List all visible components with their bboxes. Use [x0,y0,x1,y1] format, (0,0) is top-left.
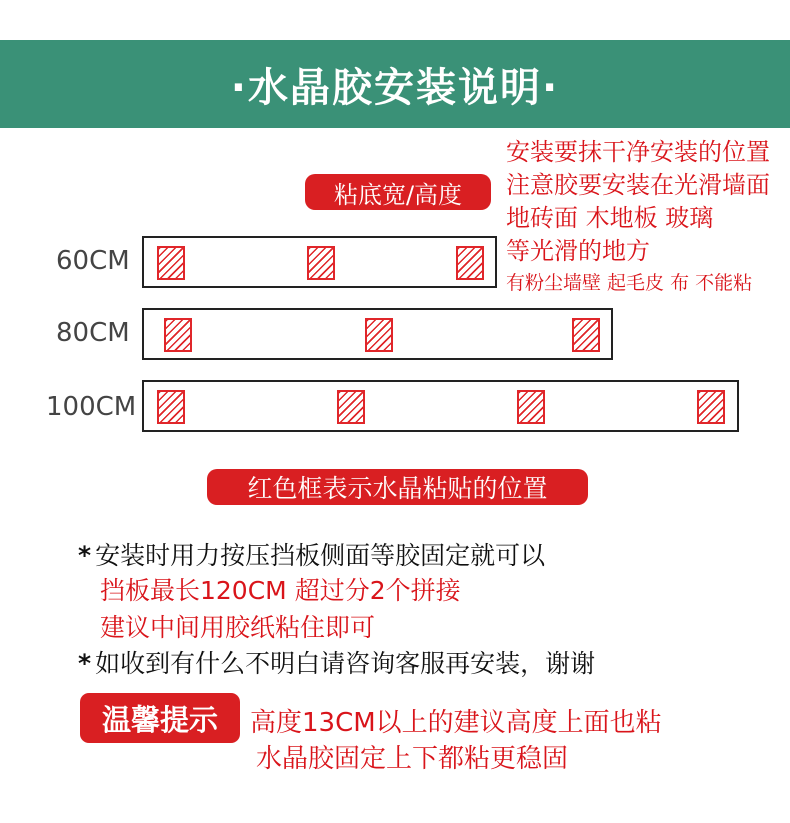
requirement-line: 有粉尘墙壁 起毛皮 布 不能粘 [506,272,753,294]
baseboard-60cm [142,236,497,288]
requirement-line: 等光滑的地方 [506,237,650,265]
row-label-60cm: 60CM [56,246,130,276]
baseboard-100cm [142,380,739,432]
instruction-line-4 [78,644,595,680]
adhesive-pad [365,318,393,352]
adhesive-pad [337,390,365,424]
adhesive-pad [697,390,725,424]
baseboard-80cm [142,308,613,360]
adhesive-pad [157,390,185,424]
row-label-100cm: 100CM [46,392,137,422]
instruction-line-1 [78,536,545,572]
adhesive-pad [456,246,484,280]
size-label-badge: 粘底宽/高度 [305,174,491,210]
adhesive-pad [164,318,192,352]
page-title: ·水晶胶安装说明· [230,64,560,111]
requirement-line: 注意胶要安装在光滑墙面 [506,171,770,199]
adhesive-pad [307,246,335,280]
adhesive-pad [517,390,545,424]
instruction-text: 如收到有什么不明白请咨询客服再安装，谢谢 [95,649,596,678]
legend-badge: 红色框表示水晶粘贴的位置 [207,469,588,505]
requirements-note [506,136,770,298]
header-banner [0,40,790,128]
instruction-text: 安装时用力按压挡板侧面等胶固定就可以 [95,541,546,570]
instruction-line-3: 建议中间用胶纸粘住即可 [100,613,376,642]
bullet-star: * [78,541,92,570]
tip-line-1: 高度13CM以上的建议高度上面也粘 [250,708,662,738]
bullet-star: * [78,649,92,678]
requirement-line: 安装要抹干净安装的位置 [506,138,770,166]
tip-badge: 温馨提示 [80,693,240,743]
adhesive-pad [572,318,600,352]
instruction-line-2: 挡板最长120CM 超过分2个拼接 [100,576,461,605]
tip-line-2: 水晶胶固定上下都粘更稳固 [256,744,569,774]
adhesive-pad [157,246,185,280]
requirement-line: 地砖面 木地板 玻璃 [506,204,714,232]
row-label-80cm: 80CM [56,318,130,348]
